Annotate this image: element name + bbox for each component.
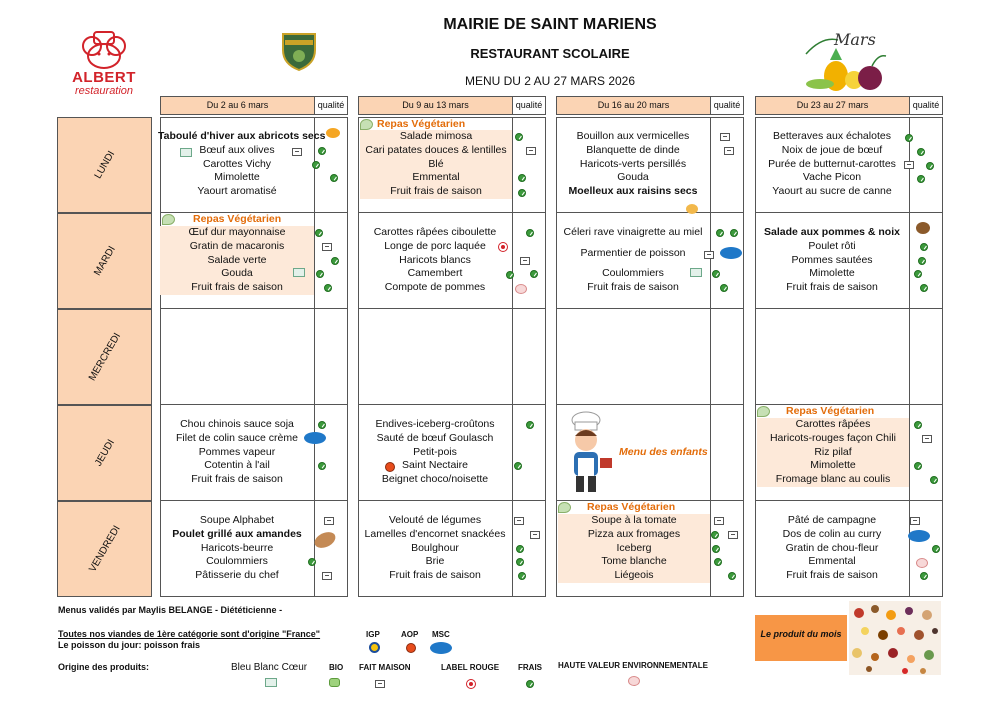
label-rouge-icon xyxy=(466,679,476,689)
frais-icon xyxy=(926,162,934,170)
dish: Emmental xyxy=(360,171,512,185)
albert-sub: restauration xyxy=(74,85,134,97)
dish: Œuf dur mayonnaise xyxy=(160,226,314,240)
mairie-title: MAIRIE DE SAINT MARIENS xyxy=(443,16,657,33)
fait-maison-icon xyxy=(910,517,920,525)
day-jeudi: JEUDI xyxy=(57,405,152,501)
bleu-blanc-coeur-icon xyxy=(293,268,305,277)
frais-label: FRAIS xyxy=(518,663,542,672)
week-3-quality: qualité xyxy=(710,96,744,115)
frais-icon xyxy=(518,189,526,197)
viandes-note: Toutes nos viandes de 1ère catégorie sont d'origine "France" xyxy=(58,629,321,639)
fait-maison-icon xyxy=(724,147,734,155)
fait-maison-icon xyxy=(322,572,332,580)
fait-maison-icon xyxy=(324,517,334,525)
origine-label: Origine des produits: xyxy=(58,662,150,672)
frais-icon xyxy=(315,229,323,237)
dish: Parmentier de poisson xyxy=(580,247,686,259)
hve-icon xyxy=(515,284,527,294)
chef-kid-illustration xyxy=(558,410,616,496)
week-3-header: Du 16 au 20 mars xyxy=(556,96,711,115)
poisson-note: Le poisson du jour: poisson frais xyxy=(58,640,201,650)
dish: Haricots-verts persillés xyxy=(579,158,687,170)
dish: Filet de colin sauce crème xyxy=(176,432,298,444)
dish: Fromage blanc au coulis xyxy=(757,473,909,487)
fait-maison-icon xyxy=(526,147,536,155)
day-mardi: MARDI xyxy=(57,213,152,309)
week-4-quality: qualité xyxy=(909,96,943,115)
dish: Velouté de légumes xyxy=(388,514,482,526)
veg-label: Repas Végétarien xyxy=(757,405,874,417)
dish: Gouda xyxy=(617,171,649,183)
dish: Camembert xyxy=(407,267,463,279)
week-1-header: Du 2 au 6 mars xyxy=(160,96,315,115)
msc-fish-icon xyxy=(304,432,326,444)
dish: Boulghour xyxy=(411,542,459,554)
frais-icon xyxy=(514,462,522,470)
igp-label: IGP xyxy=(366,630,380,639)
dish: Pommes vapeur xyxy=(198,446,276,458)
fait-maison-icon xyxy=(520,257,530,265)
veg-leaf-icon xyxy=(162,214,175,225)
msc-fish-icon xyxy=(908,530,930,542)
dish: Sauté de bœuf Goulasch xyxy=(376,432,494,444)
dish: Blé xyxy=(360,158,512,172)
week-4-header: Du 23 au 27 mars xyxy=(755,96,910,115)
frais-icon xyxy=(312,161,320,169)
dish: Gouda xyxy=(160,267,314,281)
mars-script: Mars xyxy=(834,30,876,49)
dish: Mimolette xyxy=(809,267,855,279)
dish: Emmental xyxy=(808,555,856,567)
dish: Riz pilaf xyxy=(757,446,909,460)
dish: Poulet grillé aux amandes xyxy=(172,528,302,540)
frais-icon xyxy=(730,229,738,237)
frais-icon xyxy=(914,462,922,470)
apricot-icon xyxy=(326,128,340,138)
frais-icon xyxy=(917,148,925,156)
dish: Brie xyxy=(425,555,445,567)
frais-icon xyxy=(920,284,928,292)
bbc-label: Bleu Blanc Cœur xyxy=(231,662,308,673)
dish: Haricots-rouges façon Chili xyxy=(757,432,909,446)
dish: Betteraves aux échalotes xyxy=(773,130,891,142)
fait-maison-icon xyxy=(704,251,714,259)
dish: Bœuf aux olives xyxy=(199,144,275,156)
dish: Iceberg xyxy=(558,542,710,556)
dish: Yaourt au sucre de canne xyxy=(772,185,892,197)
veg-leaf-icon xyxy=(757,406,770,417)
dish: Haricots blancs xyxy=(399,254,471,266)
dish: Céleri rave vinaigrette au miel xyxy=(563,226,703,238)
dried-fruits-image xyxy=(849,601,941,675)
dish: Beignet choco/noisette xyxy=(381,473,489,485)
dish: Coulommiers xyxy=(206,555,268,567)
dish: Pâtisserie du chef xyxy=(195,569,279,581)
dish: Poulet rôti xyxy=(808,240,856,252)
dish: Coulommiers xyxy=(602,267,664,279)
msc-fish-icon xyxy=(430,642,452,654)
veg-label: Repas Végétarien xyxy=(558,501,675,513)
frais-icon xyxy=(526,680,534,688)
dish: Fruit frais de saison xyxy=(160,281,314,295)
aop-icon xyxy=(406,643,416,653)
dish: Compote de pommes xyxy=(384,281,486,293)
dish: Pâté de campagne xyxy=(787,514,877,526)
dish: Soupe Alphabet xyxy=(199,514,275,526)
fait-maison-icon xyxy=(904,161,914,169)
veg-label: Repas Végétarien xyxy=(360,118,465,130)
fait-maison-icon xyxy=(292,148,302,156)
frais-icon xyxy=(712,545,720,553)
frais-icon xyxy=(318,421,326,429)
dish: Haricots-beurre xyxy=(200,542,274,554)
hve-icon xyxy=(916,558,928,568)
frais-icon xyxy=(518,572,526,580)
frais-icon xyxy=(917,175,925,183)
igp-icon xyxy=(369,642,380,653)
week-1-quality: qualité xyxy=(314,96,348,115)
nut-icon xyxy=(916,222,930,234)
fait-maison-icon xyxy=(322,243,332,251)
dish: Gratin de chou-fleur xyxy=(785,542,879,554)
frais-icon xyxy=(920,243,928,251)
frais-icon xyxy=(330,174,338,182)
dish: Fruit frais de saison xyxy=(786,281,878,293)
frais-icon xyxy=(324,284,332,292)
fait-maison-icon xyxy=(714,517,724,525)
week-2-header: Du 9 au 13 mars xyxy=(358,96,513,115)
chef-bear-icon xyxy=(64,26,144,72)
frais-icon xyxy=(526,229,534,237)
frais-icon xyxy=(720,284,728,292)
frais-icon xyxy=(518,174,526,182)
frais-icon xyxy=(914,270,922,278)
bleu-blanc-coeur-icon xyxy=(180,148,192,157)
fait-maison-icon xyxy=(375,680,385,688)
frais-icon xyxy=(516,558,524,566)
dish: Petit-pois xyxy=(413,446,457,458)
dish: Mimolette xyxy=(757,459,909,473)
dish: Endives-iceberg-croûtons xyxy=(375,418,495,430)
frais-icon xyxy=(905,134,913,142)
albert-name: ALBERT xyxy=(72,69,136,86)
dish: Vache Picon xyxy=(802,171,862,183)
dish: Liégeois xyxy=(558,569,710,583)
dish: Moelleux aux raisins secs xyxy=(568,185,698,197)
label-rouge-label: LABEL ROUGE xyxy=(441,663,500,672)
dish: Fruit frais de saison xyxy=(786,569,878,581)
frais-icon xyxy=(316,270,324,278)
dish: Fruit frais de saison xyxy=(587,281,679,293)
dish: Mimolette xyxy=(214,171,260,183)
hve-label: HAUTE VALEUR ENVIRONNEMENTALE xyxy=(558,661,708,670)
frais-icon xyxy=(712,270,720,278)
dish: Cotentin à l'ail xyxy=(204,459,270,471)
dish: Pizza aux fromages xyxy=(558,528,710,542)
dish: Carottes râpées xyxy=(757,418,909,432)
hve-icon xyxy=(628,676,640,686)
dish: Yaourt aromatisé xyxy=(197,185,277,197)
frais-icon xyxy=(930,476,938,484)
fait-maison-icon xyxy=(514,517,524,525)
frais-icon xyxy=(932,545,940,553)
fait-maison-icon xyxy=(922,435,932,443)
frais-icon xyxy=(308,558,316,566)
frais-icon xyxy=(711,531,719,539)
fait-maison-icon xyxy=(530,531,540,539)
label-rouge-icon xyxy=(498,242,508,252)
dish: Lamelles d'encornet snackées xyxy=(364,528,506,540)
dish: Dos de colin au curry xyxy=(782,528,882,540)
produit-du-mois-box xyxy=(755,615,847,661)
fait-maison-icon xyxy=(728,531,738,539)
fait-maison-icon xyxy=(720,133,730,141)
bleu-blanc-coeur-icon xyxy=(265,678,277,687)
aop-icon xyxy=(385,462,395,472)
dish: Fruit frais de saison xyxy=(191,473,283,485)
msc-fish-icon xyxy=(720,247,742,259)
dish: Purée de butternut-carottes xyxy=(768,158,896,170)
frais-icon xyxy=(914,421,922,429)
veg-leaf-icon xyxy=(558,502,571,513)
dish: Blanquette de dinde xyxy=(586,144,680,156)
dish: Salade verte xyxy=(160,254,314,268)
bio-label: BIO xyxy=(329,663,344,672)
frais-icon xyxy=(506,271,514,279)
frais-icon xyxy=(526,421,534,429)
saint-mariens-crest xyxy=(277,28,321,77)
menu-period: MENU DU 2 AU 27 MARS 2026 xyxy=(464,74,636,88)
week-2-quality: qualité xyxy=(512,96,546,115)
produit-du-mois-label: Le produit du mois xyxy=(760,629,842,639)
frais-icon xyxy=(714,558,722,566)
dish: Fruit frais de saison xyxy=(360,185,512,199)
dish: Gratin de macaronis xyxy=(160,240,314,254)
dish: Cari patates douces & lentilles xyxy=(360,144,512,158)
dish: Carottes Vichy xyxy=(202,158,272,170)
frais-icon xyxy=(318,147,326,155)
day-vendredi: VENDREDI xyxy=(57,501,152,597)
bio-icon xyxy=(329,678,340,687)
dish: Noix de joue de bœuf xyxy=(781,144,883,156)
dish: Soupe à la tomate xyxy=(558,514,710,528)
kids-menu-label: Menu des enfants xyxy=(619,446,708,458)
mars-illustration xyxy=(782,14,902,94)
day-mercredi: MERCREDI xyxy=(57,309,152,405)
veg-label: Repas Végétarien xyxy=(162,213,281,225)
frais-icon xyxy=(515,133,523,141)
frais-icon xyxy=(920,572,928,580)
dish: Longe de porc laquée xyxy=(384,240,486,252)
frais-icon xyxy=(318,462,326,470)
dish: Carottes râpées ciboulette xyxy=(373,226,497,238)
fait-maison-label: FAIT MAISON xyxy=(359,663,411,672)
frais-icon xyxy=(530,270,538,278)
dish: Salade mimosa xyxy=(360,130,512,144)
dish: Pommes sautées xyxy=(791,254,873,266)
veg-leaf-icon xyxy=(360,119,373,130)
dish: Saint Nectaire xyxy=(402,459,468,471)
dish: Bouillon aux vermicelles xyxy=(576,130,690,142)
dish: Taboulé d'hiver aux abricots secs xyxy=(158,130,326,142)
frais-icon xyxy=(918,257,926,265)
frais-icon xyxy=(516,545,524,553)
aop-label: AOP xyxy=(401,630,419,639)
day-lundi: LUNDI xyxy=(57,117,152,213)
frais-icon xyxy=(331,257,339,265)
restaurant-title: RESTAURANT SCOLAIRE xyxy=(470,46,630,61)
raisin-icon xyxy=(686,204,698,214)
bleu-blanc-coeur-icon xyxy=(690,268,702,277)
dish: Chou chinois sauce soja xyxy=(180,418,294,430)
msc-label: MSC xyxy=(432,630,450,639)
validated-note: Menus validés par Maylis BELANGE - Diététicienne - xyxy=(58,605,283,615)
dish: Fruit frais de saison xyxy=(389,569,481,581)
frais-icon xyxy=(716,229,724,237)
frais-icon xyxy=(728,572,736,580)
dish: Salade aux pommes & noix xyxy=(764,226,900,238)
dish: Tome blanche xyxy=(558,555,710,569)
